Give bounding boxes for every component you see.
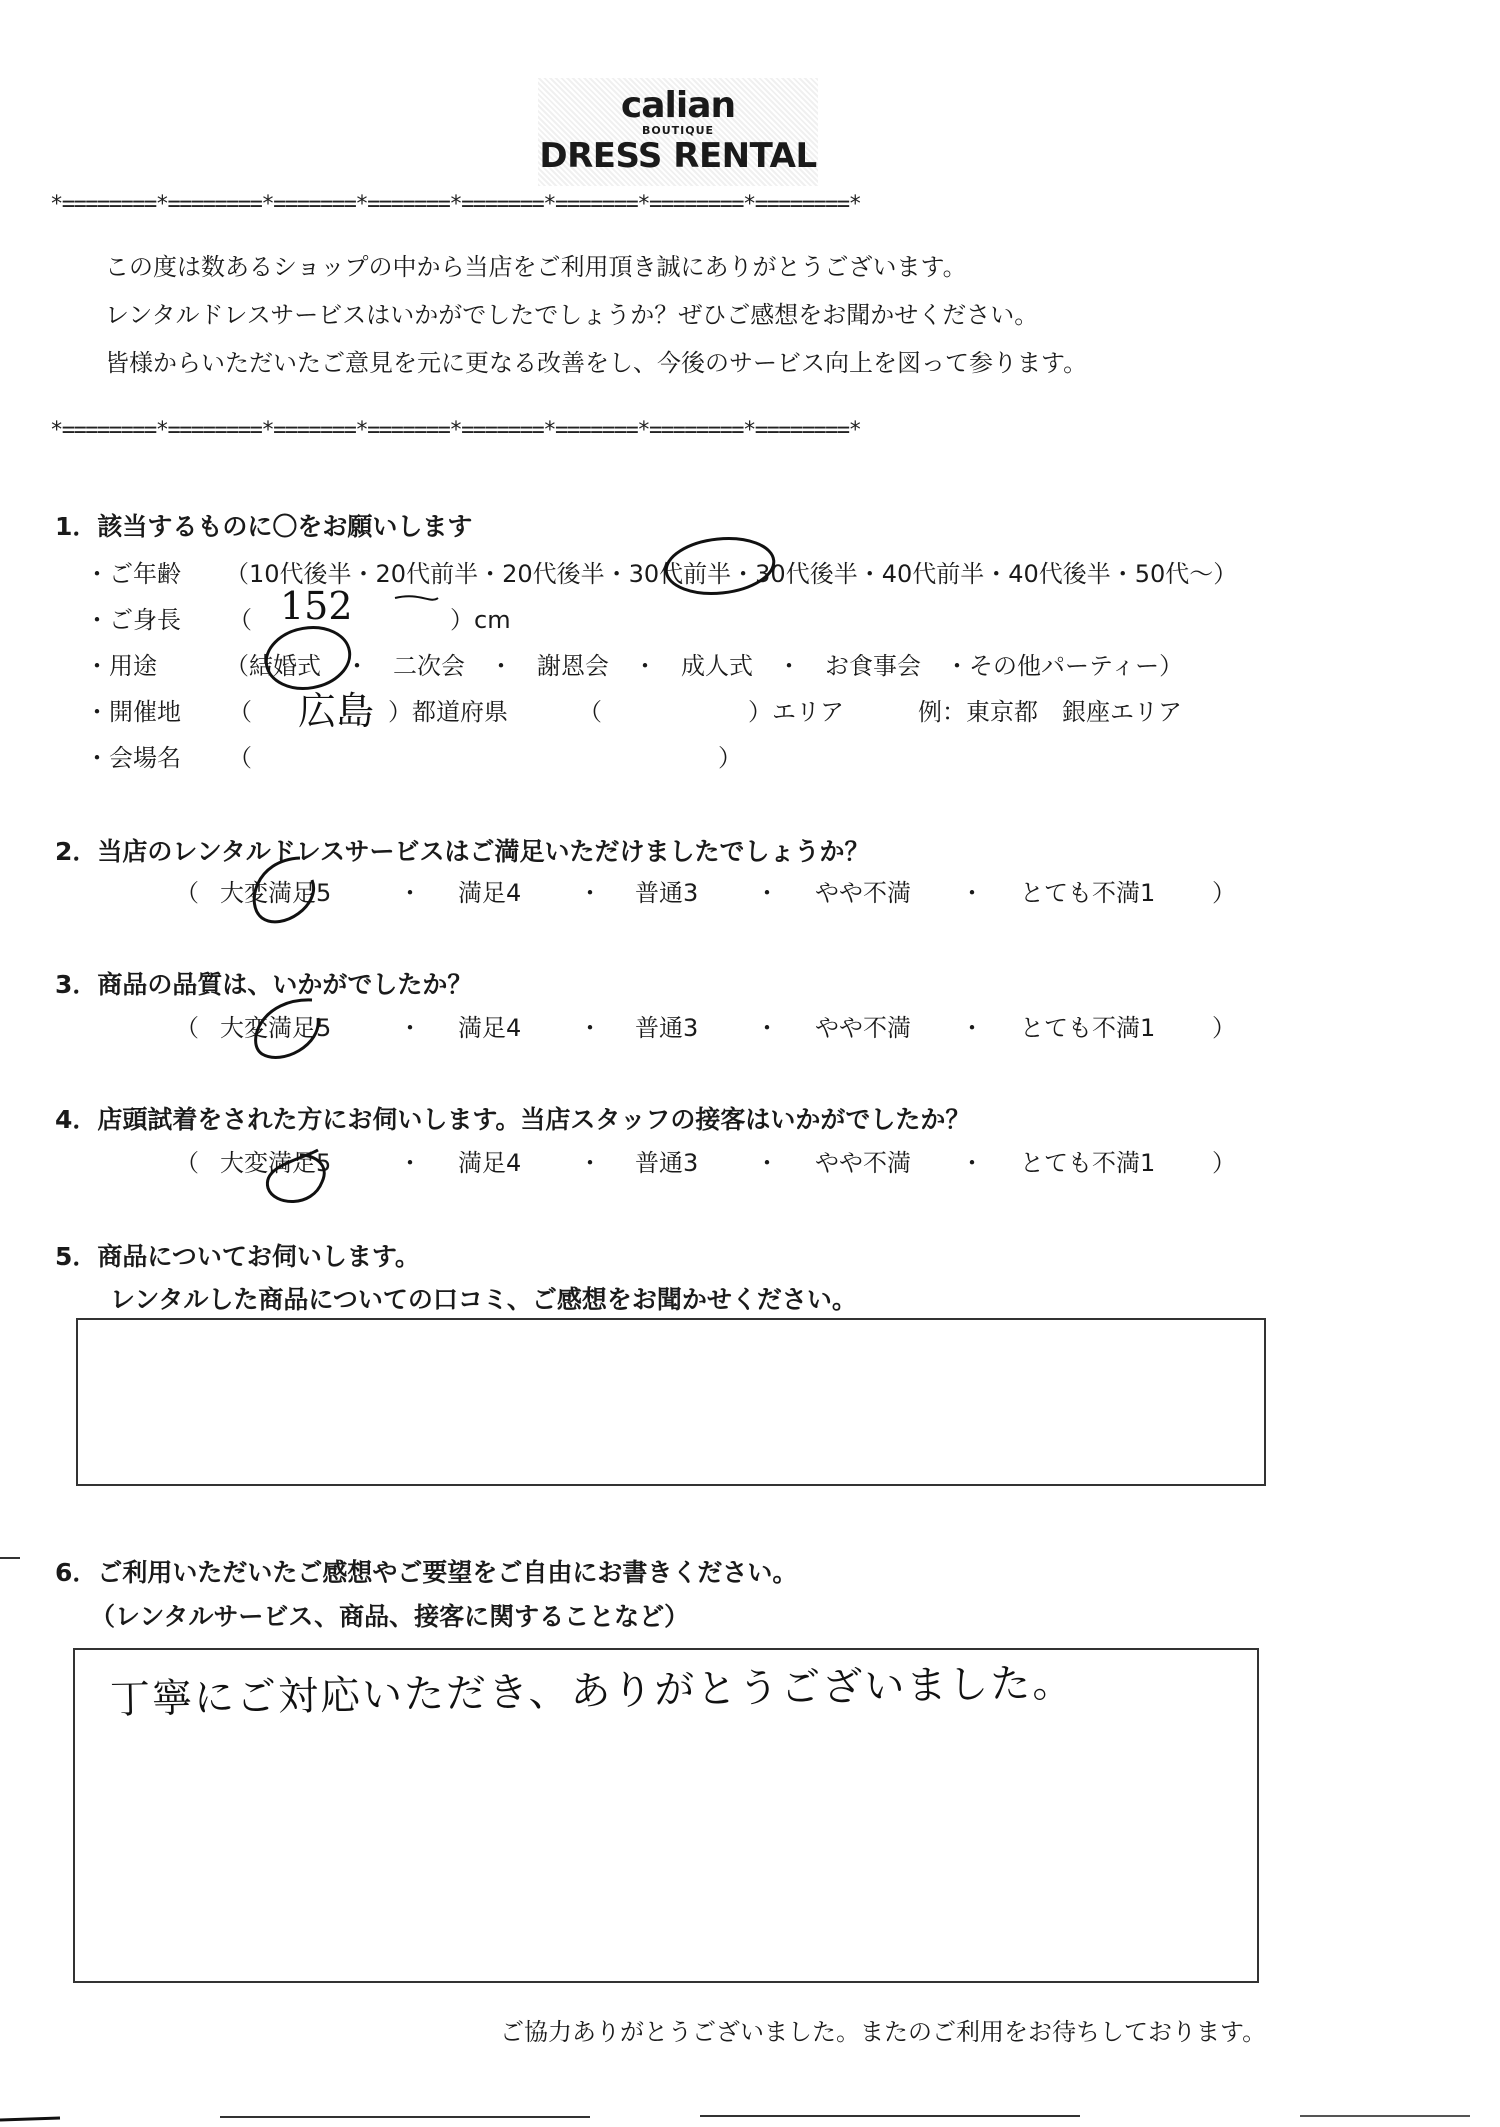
q4-option-3: 普通3: [635, 1149, 699, 1177]
q3-sep-2: ・: [578, 1014, 602, 1042]
logo-brand: calian: [620, 85, 736, 126]
q3-option-3: 普通3: [635, 1014, 699, 1042]
q4-option-2: やや不満: [815, 1149, 911, 1177]
intro-line-3: 皆様からいただいたご意見を元に更なる改善をし、今後のサービス向上を図って参ります。: [105, 349, 1088, 377]
purpose-label: ・用途: [85, 652, 157, 680]
q4-open: （: [175, 1149, 199, 1177]
q3-open: （: [175, 1014, 199, 1042]
venue-name-label: ・会場名: [85, 744, 181, 772]
q2-option-2: やや不満: [815, 879, 911, 907]
q2-sep-2: ・: [578, 879, 602, 907]
q3-sep-4: ・: [960, 1014, 984, 1042]
venue-pref-suffix: ）都道府県: [388, 698, 508, 726]
q2-sep-4: ・: [960, 879, 984, 907]
intro-line-1: この度は数あるショップの中から当店をご利用頂き誠にありがとうございます。: [105, 253, 967, 281]
q3-option-4: 満足4: [458, 1014, 522, 1042]
intro-line-2: レンタルドレスサービスはいかがでしたでしょうか？ぜひご感想をお聞かせください。: [105, 301, 1039, 329]
height-label: ・ご身長: [85, 606, 181, 634]
q1-title: 1．該当するものに〇をお願いします: [55, 512, 473, 541]
q2-sep-3: ・: [755, 879, 779, 907]
q2-option-1: とても不満1: [1020, 879, 1156, 907]
q3-option-5: 大変満足5: [220, 1014, 332, 1042]
q5-subtitle: レンタルした商品についての口コミ、ご感想をお聞かせください。: [110, 1285, 857, 1314]
q2-close: ）: [1212, 879, 1236, 907]
q4-title: 4．店頭試着をされた方にお伺いします。当店スタッフの接客はいかがでしたか？: [55, 1105, 971, 1134]
age-label: ・ご年齢: [85, 560, 181, 588]
q2-open: （: [175, 879, 199, 907]
q4-sep-3: ・: [755, 1149, 779, 1177]
venue-area-label: ・開催地: [85, 698, 181, 726]
q3-sep-1: ・: [398, 1014, 422, 1042]
q6-answer: 丁寧にご対応いただき、ありがとうございました。: [109, 1660, 1075, 1723]
q2-title: 2．当店のレンタルドレスサービスはご満足いただけましたでしょうか？: [55, 837, 870, 866]
venue-pref-answer: 広島: [298, 689, 375, 733]
q6-title: 6．ご利用いただいたご感想やご要望をご自由にお書きください。: [55, 1558, 798, 1587]
purpose-options: （結婚式 ・ 二次会 ・ 謝恩会 ・ 成人式 ・ お食事会 ・その他パーティー）: [225, 652, 1184, 680]
height-unit: ）cm: [450, 606, 511, 634]
venue-area-open: （: [578, 698, 602, 726]
q4-close: ）: [1212, 1149, 1236, 1177]
q5-title: 5．商品についてお伺いします。: [55, 1242, 420, 1271]
q4-option-1: とても不満1: [1020, 1149, 1156, 1177]
venue-name-open: （: [228, 744, 252, 772]
q3-option-1: とても不満1: [1020, 1014, 1156, 1042]
venue-name-close: ）: [718, 744, 742, 772]
q2-sep-1: ・: [398, 879, 422, 907]
q2-option-4: 満足4: [458, 879, 522, 907]
q4-sep-4: ・: [960, 1149, 984, 1177]
height-open: （: [228, 606, 252, 634]
height-answer: 152: [280, 584, 353, 628]
logo-sub: BOUTIQUE: [641, 124, 715, 137]
venue-area-suffix: ）エリア: [748, 698, 844, 726]
q4-option-5: 大変満足5: [220, 1149, 332, 1177]
q2-option-5: 大変満足5: [220, 879, 332, 907]
venue-pref-open: （: [228, 698, 252, 726]
q6-subtitle: （レンタルサービス、商品、接客に関することなど）: [90, 1602, 690, 1631]
footer-thanks: ご協力ありがとうございました。またのご利用をお待ちしております。: [500, 2018, 1267, 2046]
q3-close: ）: [1212, 1014, 1236, 1042]
q4-sep-2: ・: [578, 1149, 602, 1177]
divider-bottom: *========*========*=======*=======*=======*=======*========*========*: [50, 418, 861, 443]
q4-sep-1: ・: [398, 1149, 422, 1177]
q2-option-3: 普通3: [635, 879, 699, 907]
venue-area-example: 例：東京都 銀座エリア: [918, 698, 1182, 726]
q3-title: 3．商品の品質は、いかがでしたか？: [55, 970, 473, 999]
q4-option-4: 満足4: [458, 1149, 522, 1177]
q3-option-2: やや不満: [815, 1014, 911, 1042]
logo-main: DRESS RENTAL: [539, 136, 817, 176]
age-options: （10代後半・20代前半・20代後半・30代前半・30代後半・40代前半・40代後半・50代～）: [225, 560, 1238, 588]
divider-top: *========*========*=======*=======*=======*=======*========*========*: [50, 192, 861, 217]
q3-sep-3: ・: [755, 1014, 779, 1042]
